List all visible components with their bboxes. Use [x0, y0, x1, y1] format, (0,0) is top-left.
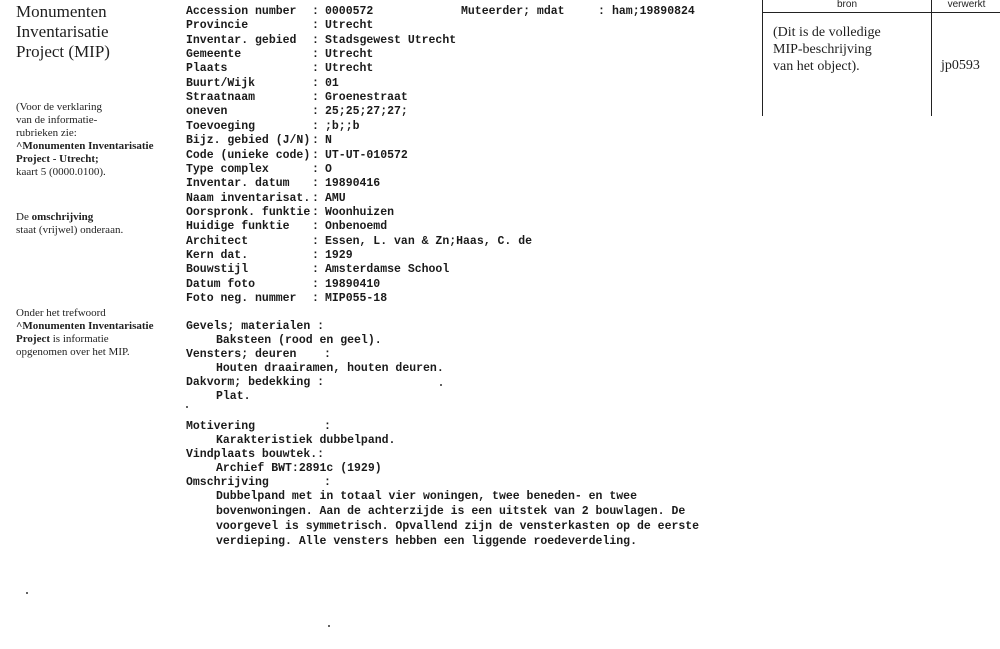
field-colon: :	[312, 205, 319, 219]
column-header-bron: bron	[763, 0, 932, 13]
field-label: Provincie	[186, 19, 249, 33]
field-colon: :	[312, 91, 319, 105]
field-value: Woonhuizen	[325, 205, 395, 219]
section-text: voorgevel is symmetrisch. Opvallend zijn de vensterkasten op de eerste	[216, 520, 700, 533]
field-value: Onbenoemd	[325, 220, 388, 234]
note-line: staat (vrijwel) onderaan.	[16, 224, 124, 236]
description-line: MIP-beschrijving	[773, 42, 872, 57]
field-label: Oorspronk. funktie	[186, 205, 311, 219]
note-bold: omschrijving	[31, 211, 94, 223]
description-line: (Dit is de volledige	[773, 25, 881, 40]
scan-speck	[328, 625, 330, 627]
section-text: Baksteen (rood en geel).	[216, 334, 382, 347]
field-colon: :	[312, 177, 319, 191]
field-value: Stadsgewest Utrecht	[325, 33, 457, 47]
note-line: van de informatie-	[16, 114, 98, 126]
field-value: 19890410	[325, 277, 381, 291]
source-description	[773, 24, 923, 75]
sidebar-note-omschrijving	[16, 211, 176, 237]
section-header: Omschrijving :	[186, 476, 331, 489]
section-text: Dubbelpand met in totaal vier woningen, twee beneden- en twee	[216, 490, 637, 503]
field-value: MIP055-18	[325, 292, 388, 305]
note-bold-line: ^Monumenten Inventarisatie	[16, 140, 154, 152]
scan-speck	[440, 384, 442, 386]
field-value: N	[325, 134, 332, 148]
note-line: opgenomen over het MIP.	[16, 346, 130, 358]
field-label: Accession number	[186, 5, 297, 18]
field-value: Utrecht	[325, 62, 374, 76]
field-colon: :	[312, 234, 319, 248]
source-table	[762, 0, 1000, 116]
note-text: De	[16, 211, 32, 223]
field-value: Amsterdamse School	[325, 263, 450, 277]
field-value: O	[325, 162, 332, 176]
field-label: Code (unieke code)	[186, 148, 311, 162]
field-value: Groenestraat	[325, 91, 408, 105]
table-divider	[931, 12, 932, 116]
description-line: van het object).	[773, 59, 860, 74]
field-label: Bouwstijl	[186, 263, 249, 277]
sidebar-title-line: Monumenten	[16, 2, 107, 21]
field-value: Utrecht	[325, 48, 374, 62]
field-colon: :	[312, 162, 319, 176]
field-label: Architect	[186, 234, 249, 248]
mutation-value: ham;19890824	[612, 5, 695, 18]
field-colon: :	[312, 33, 319, 47]
section-text: Houten draairamen, houten deuren.	[216, 362, 444, 375]
field-label: Plaats	[186, 62, 228, 76]
field-label: Kern dat.	[186, 248, 249, 262]
mutation-colon: :	[598, 5, 605, 18]
field-colon: :	[312, 220, 319, 234]
scan-speck	[26, 592, 28, 594]
field-value: 19890416	[325, 177, 381, 191]
sidebar-title-line: Inventarisatie	[16, 22, 109, 41]
sidebar-title	[16, 2, 176, 62]
field-label: Straatnaam	[186, 91, 256, 105]
field-label: Gemeente	[186, 48, 242, 62]
field-colon: :	[312, 76, 319, 90]
field-label: Naam inventarisat.	[186, 191, 311, 205]
sidebar-note-verklaring	[16, 101, 176, 179]
note-line: (Voor de verklaring	[16, 101, 102, 113]
field-colon: :	[312, 119, 319, 133]
processed-code: jp0593	[941, 58, 980, 73]
note-bold-line: Project - Utrecht;	[16, 153, 99, 165]
field-value: 1929	[325, 248, 353, 262]
field-label: Buurt/Wijk	[186, 76, 256, 90]
field-colon: :	[312, 263, 319, 277]
section-header: Vindplaats bouwtek.:	[186, 448, 325, 461]
section-header: Vensters; deuren :	[186, 348, 331, 361]
note-line: kaart 5 (0000.0100).	[16, 166, 106, 178]
section-text: Plat.	[216, 390, 251, 403]
field-value: Utrecht	[325, 19, 374, 33]
section-text: bovenwoningen. Aan de achterzijde is een uitstek van 2 bouwlagen. De	[216, 505, 686, 518]
note-text: is informatie	[50, 333, 109, 345]
note-line	[16, 211, 176, 224]
note-line	[16, 333, 176, 346]
section-text: Archief BWT:2891c (1929)	[216, 462, 382, 475]
field-label: Bijz. gebied (J/N)	[186, 134, 311, 148]
mutation-label: Muteerder; mdat	[461, 5, 565, 18]
section-text: Karakteristiek dubbelpand.	[216, 434, 396, 447]
sidebar-note-trefwoord	[16, 307, 176, 359]
field-value: AMU	[325, 191, 346, 205]
field-label: Type complex	[186, 162, 269, 176]
note-bold: Project	[16, 333, 50, 345]
field-colon: :	[312, 19, 319, 33]
field-colon: :	[312, 248, 319, 262]
field-value: 0000572	[325, 5, 374, 18]
field-colon: :	[312, 62, 319, 76]
field-label: Datum foto	[186, 277, 256, 291]
field-colon: :	[312, 148, 319, 162]
sidebar-title-line: Project (MIP)	[16, 42, 110, 61]
field-value: 01	[325, 76, 339, 90]
field-colon: :	[312, 191, 319, 205]
field-value: UT-UT-010572	[325, 148, 408, 162]
field-colon: :	[312, 292, 319, 305]
field-value: ;b;;b	[325, 119, 360, 133]
section-header: Dakvorm; bedekking :	[186, 376, 325, 389]
note-line: rubrieken zie:	[16, 127, 77, 139]
field-colon: :	[312, 5, 319, 18]
field-colon: :	[312, 105, 319, 119]
field-label: Inventar. gebied	[186, 33, 297, 47]
column-header-verwerkt: verwerkt	[932, 0, 1000, 13]
field-value: 25;25;27;27;	[325, 105, 408, 119]
field-value: Essen, L. van & Zn;Haas, C. de	[325, 234, 533, 248]
section-text: verdieping. Alle vensters hebben een liggende roedeverdeling.	[216, 535, 637, 548]
field-label: Foto neg. nummer	[186, 292, 297, 305]
field-label: oneven	[186, 105, 228, 119]
section-header: Motivering :	[186, 420, 331, 433]
field-colon: :	[312, 134, 319, 148]
note-line: Onder het trefwoord	[16, 307, 106, 319]
field-colon: :	[312, 277, 319, 291]
field-label: Huidige funktie	[186, 220, 290, 234]
section-header: Gevels; materialen :	[186, 320, 325, 333]
field-label: Inventar. datum	[186, 177, 290, 191]
scan-speck	[186, 406, 188, 408]
field-colon: :	[312, 48, 319, 62]
note-bold-line: ^Monumenten Inventarisatie	[16, 320, 154, 332]
field-label: Toevoeging	[186, 119, 256, 133]
